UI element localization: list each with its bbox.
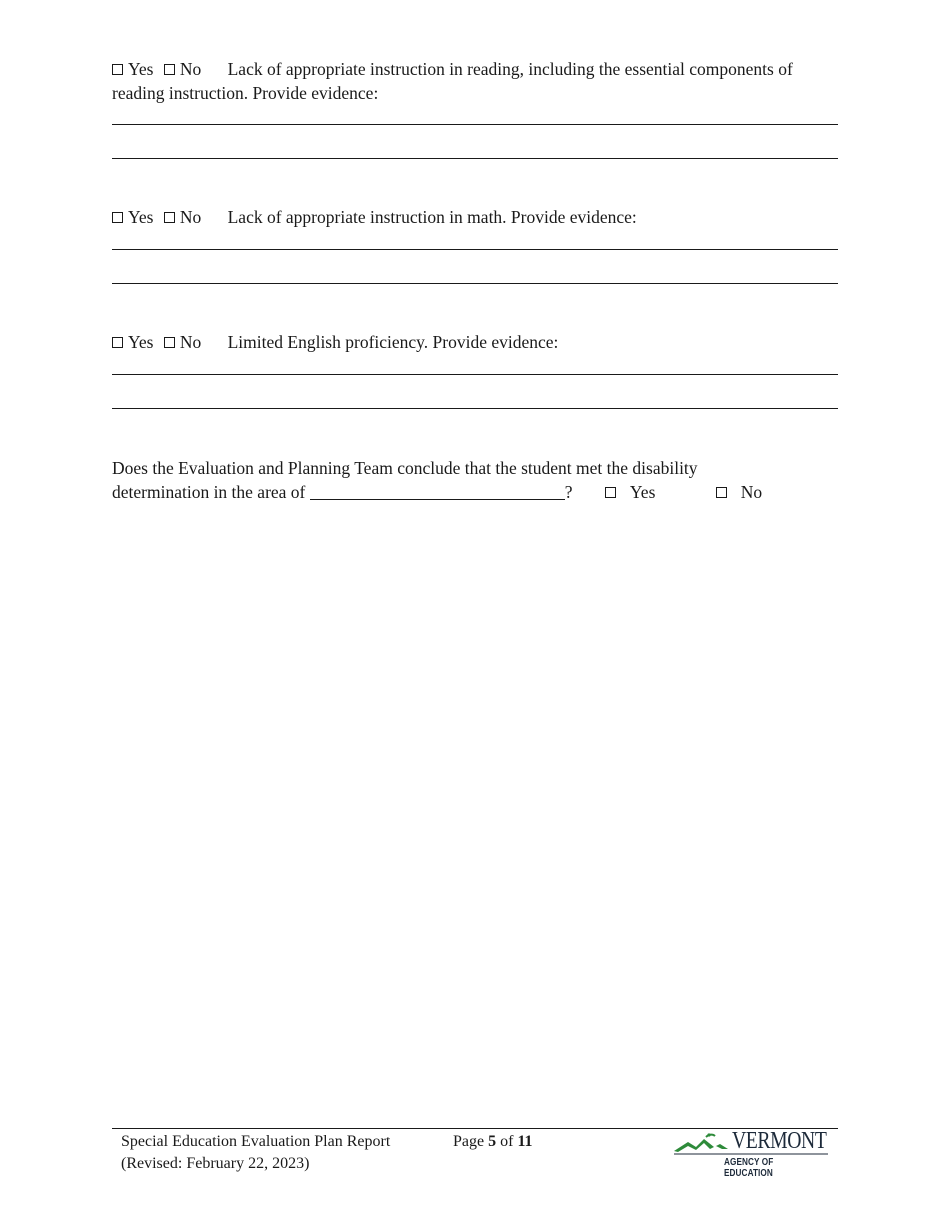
no-option[interactable] [164, 205, 201, 229]
question-english [112, 330, 838, 354]
page-number [453, 1131, 533, 1153]
question-reading [112, 57, 838, 105]
evidence-line[interactable] [112, 374, 838, 375]
no-option[interactable] [164, 330, 201, 354]
vermont-aoe-logo [672, 1128, 832, 1179]
conclusion-text-line1: Does the Evaluation and Planning Team conclude that the student met the disability [112, 458, 698, 478]
yes-option[interactable] [112, 330, 153, 354]
yes-checkbox[interactable] [605, 487, 616, 498]
question-mark: ? [564, 482, 573, 502]
question-text: Lack of appropriate instruction in math. Provide evidence: [227, 207, 637, 227]
no-checkbox[interactable] [164, 337, 175, 348]
yes-checkbox[interactable] [112, 337, 123, 348]
question-text: Lack of appropriate instruction in reading, including the essential components of reading instruction. Provide evidence: [112, 59, 793, 103]
footer-title: Special Education Evaluation Plan Report [121, 1133, 391, 1150]
footer-revised: (Revised: February 22, 2023) [121, 1155, 310, 1172]
conclusion-no-option[interactable] [716, 480, 762, 504]
footer-divider [112, 1128, 838, 1129]
no-checkbox[interactable] [164, 64, 175, 75]
page-total: 11 [517, 1133, 533, 1150]
page-prefix: Page [453, 1133, 485, 1150]
conclusion-yes-option[interactable] [605, 480, 655, 504]
yes-checkbox[interactable] [112, 64, 123, 75]
no-label: No [179, 59, 202, 79]
no-label: No [179, 332, 202, 352]
question-math [112, 205, 838, 229]
yes-checkbox[interactable] [112, 212, 123, 223]
yes-label: Yes [128, 332, 154, 352]
yes-label: Yes [128, 207, 154, 227]
evidence-line[interactable] [112, 124, 838, 125]
no-checkbox[interactable] [716, 487, 727, 498]
yes-option[interactable] [112, 205, 153, 229]
conclusion-line2 [112, 480, 838, 504]
evidence-line[interactable] [112, 408, 838, 409]
disability-area-blank[interactable] [310, 483, 565, 500]
evidence-line[interactable] [112, 283, 838, 284]
evidence-line[interactable] [112, 158, 838, 159]
no-label: No [179, 207, 202, 227]
evidence-line[interactable] [112, 249, 838, 250]
no-label: No [740, 482, 763, 502]
page-current: 5 [488, 1133, 497, 1150]
conclusion-question [112, 456, 838, 504]
yes-label: Yes [629, 482, 656, 502]
no-option[interactable] [164, 57, 201, 81]
logo-wordmark: VERMONT [732, 1128, 827, 1154]
conclusion-text-line2: determination in the area of [112, 482, 306, 502]
footer-document-info [121, 1131, 390, 1175]
yes-label: Yes [128, 59, 154, 79]
no-checkbox[interactable] [164, 212, 175, 223]
question-text: Limited English proficiency. Provide evidence: [227, 332, 559, 352]
yes-option[interactable] [112, 57, 153, 81]
logo-subtitle: AGENCY OF EDUCATION [724, 1157, 774, 1179]
page-of: of [500, 1133, 514, 1150]
